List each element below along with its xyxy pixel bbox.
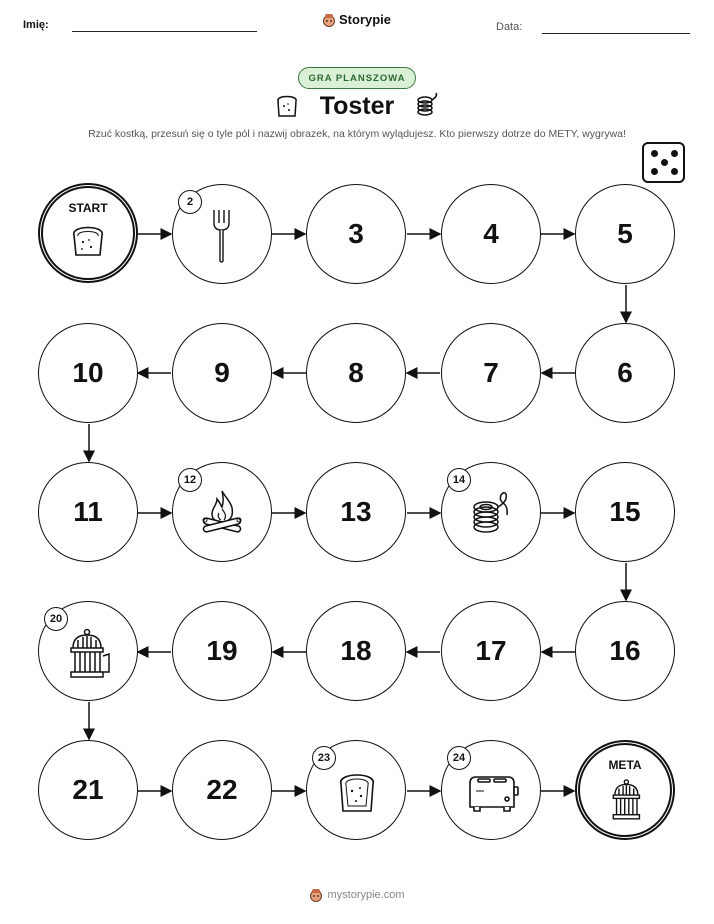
- cage-icon: [67, 628, 111, 680]
- board-cell-7: [441, 323, 541, 423]
- cell-number: 19: [206, 635, 238, 666]
- cell-number: 3: [348, 218, 364, 249]
- board-cell-10: [38, 323, 138, 423]
- cell-number: 4: [483, 218, 499, 249]
- board-cell-13: [306, 462, 406, 562]
- board-cell-5: [575, 184, 675, 284]
- board-cell-21: [38, 740, 138, 840]
- cell-number: 18: [340, 635, 372, 666]
- cell-number-badge: 20: [44, 607, 68, 631]
- cell-number-badge: 23: [312, 746, 336, 770]
- cell-number: 15: [609, 496, 641, 527]
- footer: [0, 888, 714, 902]
- board-cell-16: [575, 601, 675, 701]
- board-cell-24: [441, 740, 541, 840]
- finish-label: META: [608, 758, 642, 772]
- board-cell-15: [575, 462, 675, 562]
- fork-icon: [206, 207, 236, 265]
- start-label: START: [68, 201, 108, 215]
- cell-number: 22: [206, 774, 238, 805]
- brand-name: Storypie: [339, 12, 392, 27]
- cell-number-badge: 2: [178, 190, 202, 214]
- board-cell-12: [172, 462, 272, 562]
- cell-number: 8: [348, 357, 364, 388]
- cell-number: 11: [73, 496, 103, 527]
- board-cell-18: [306, 601, 406, 701]
- board-cell-17: [441, 601, 541, 701]
- board-cell-3: [306, 184, 406, 284]
- board-cell-11: [38, 462, 138, 562]
- board-cell-9: [172, 323, 272, 423]
- footer-url[interactable]: mystorypie.com: [327, 889, 405, 901]
- board-cell-start: [38, 183, 138, 283]
- bread-icon: [336, 769, 378, 815]
- instructions-text: Rzuć kostką, przesuń się o tyle pól i nazwij obrazek, na którym wylądujesz. Kto pierwszy dotrze do METY, wygrywa!: [88, 128, 626, 140]
- board-cell-2: [172, 184, 272, 284]
- board-cell-19: [172, 601, 272, 701]
- cell-number-badge: 12: [178, 468, 202, 492]
- cell-number: 5: [617, 218, 633, 249]
- cell-number: 21: [72, 774, 104, 805]
- board-cell-8: [306, 323, 406, 423]
- cell-number-badge: 14: [447, 468, 471, 492]
- board-cell-14: [441, 462, 541, 562]
- board-cell-23: [306, 740, 406, 840]
- cell-number: 6: [617, 357, 633, 388]
- coil-icon: [468, 491, 514, 539]
- storypie-mascot-icon: [309, 888, 323, 902]
- board-cell-20: [38, 601, 138, 701]
- toaster-icon: [464, 773, 520, 815]
- cell-number: 10: [72, 357, 104, 388]
- cell-number: 9: [214, 357, 230, 388]
- campfire-icon: [198, 487, 246, 535]
- board-cell-6: [575, 323, 675, 423]
- board-cell-22: [172, 740, 272, 840]
- cell-number: 17: [475, 635, 507, 666]
- date-label: Data:: [496, 21, 523, 33]
- cell-number: 16: [609, 635, 641, 666]
- cell-number-badge: 24: [447, 746, 471, 770]
- name-label: Imię:: [23, 19, 49, 31]
- bread-icon: [70, 222, 106, 258]
- page-title: Toster: [319, 92, 395, 120]
- board-cell-4: [441, 184, 541, 284]
- cage-icon: [610, 777, 646, 823]
- category-badge: GRA PLANSZOWA: [298, 67, 416, 89]
- cell-number: 13: [340, 496, 372, 527]
- cell-number: 7: [483, 357, 499, 388]
- board-cell-finish: [575, 740, 675, 840]
